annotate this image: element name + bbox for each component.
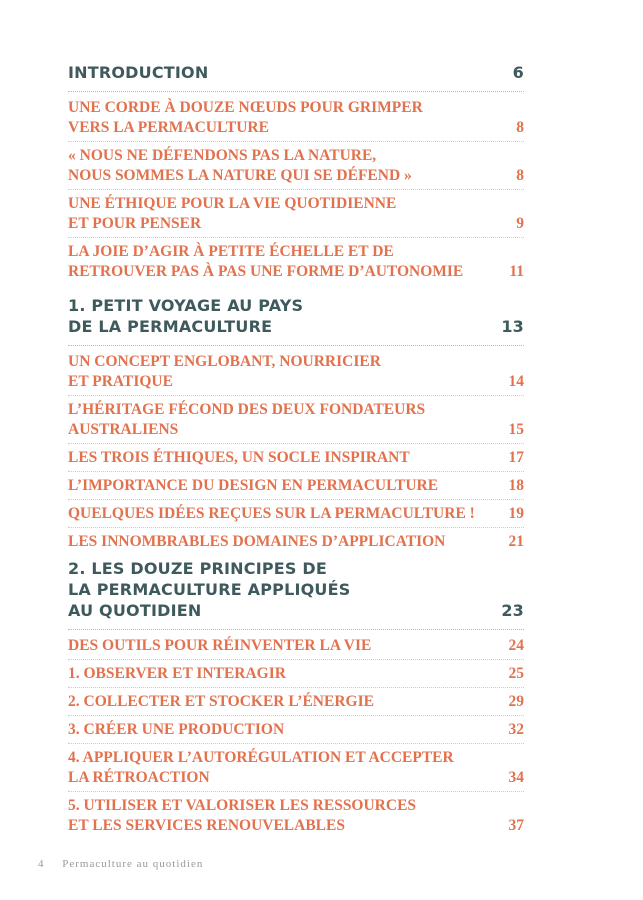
divider	[68, 91, 524, 92]
entry-page: 29	[508, 693, 524, 710]
entry-line: UNE CORDE À DOUZE NŒUDS POUR GRIMPER	[68, 99, 423, 116]
entry-line: LA RÉTROACTION	[68, 769, 210, 786]
toc-entry[interactable]	[68, 636, 524, 656]
entry-page: 24	[508, 637, 524, 654]
page-footer	[38, 858, 203, 870]
footer-running-title: Permaculture au quotidien	[62, 858, 204, 870]
section-heading	[68, 558, 524, 621]
entry-page: 18	[508, 477, 524, 494]
entry-line: 3. CRÉER UNE PRODUCTION	[68, 721, 285, 738]
entry-page: 11	[509, 263, 524, 280]
divider	[68, 629, 524, 630]
section-title-line: AU QUOTIDIEN	[68, 601, 202, 620]
toc-entry[interactable]	[68, 664, 524, 684]
entry-page: 9	[516, 215, 524, 232]
entry-line: QUELQUES IDÉES REÇUES SUR LA PERMACULTURE !	[68, 505, 475, 522]
entry-line: ET POUR PENSER	[68, 215, 202, 232]
toc-entry[interactable]	[68, 194, 524, 234]
divider	[68, 659, 524, 660]
toc-entry[interactable]	[68, 796, 524, 836]
toc-entry[interactable]	[68, 448, 524, 468]
entry-line: AUSTRALIENS	[68, 421, 179, 438]
entry-page: 19	[508, 505, 524, 522]
entry-page: 8	[516, 167, 524, 184]
divider	[68, 471, 524, 472]
toc-section-2	[68, 558, 524, 836]
entry-line: 4. APPLIQUER L’AUTORÉGULATION ET ACCEPTER	[68, 749, 454, 766]
entry-line: LES INNOMBRABLES DOMAINES D’APPLICATION	[68, 533, 446, 550]
section-heading	[68, 295, 524, 337]
entry-line: ET PRATIQUE	[68, 373, 173, 390]
divider	[68, 189, 524, 190]
entry-line: NOUS SOMMES LA NATURE QUI SE DÉFEND »	[68, 167, 412, 184]
entry-line: LA JOIE D’AGIR À PETITE ÉCHELLE ET DE	[68, 243, 394, 260]
toc-entry[interactable]	[68, 476, 524, 496]
entry-line: « NOUS NE DÉFENDONS PAS LA NATURE,	[68, 147, 377, 164]
toc-entry[interactable]	[68, 748, 524, 788]
entry-page: 15	[508, 421, 524, 438]
footer-page-number: 4	[38, 858, 45, 870]
section-page: 13	[501, 317, 524, 336]
divider	[68, 443, 524, 444]
section-title-line: DE LA PERMACULTURE	[68, 317, 273, 336]
section-page: 6	[512, 63, 524, 82]
entry-line: 2. COLLECTER ET STOCKER L’ÉNERGIE	[68, 693, 374, 710]
divider	[68, 791, 524, 792]
toc-section-1	[68, 295, 524, 552]
section-title-line: INTRODUCTION	[68, 63, 209, 82]
entry-line: VERS LA PERMACULTURE	[68, 119, 269, 136]
toc-entry[interactable]	[68, 532, 524, 552]
section-title-line: 1. PETIT VOYAGE AU PAYS	[68, 296, 304, 315]
divider	[68, 141, 524, 142]
divider	[68, 237, 524, 238]
toc-entry[interactable]	[68, 504, 524, 524]
divider	[68, 395, 524, 396]
divider	[68, 499, 524, 500]
divider	[68, 345, 524, 346]
entry-line: RETROUVER PAS À PAS UNE FORME D’AUTONOMIE	[68, 263, 464, 280]
entry-page: 17	[508, 449, 524, 466]
toc-entry[interactable]	[68, 146, 524, 186]
section-title-line: 2. LES DOUZE PRINCIPES DE	[68, 559, 328, 578]
entry-page: 21	[508, 533, 524, 550]
toc-section-introduction	[68, 62, 524, 282]
entry-page: 32	[508, 721, 524, 738]
divider	[68, 527, 524, 528]
entry-page: 8	[516, 119, 524, 136]
entry-page: 34	[508, 769, 524, 786]
toc-entry[interactable]	[68, 98, 524, 138]
divider	[68, 687, 524, 688]
entry-page: 37	[508, 817, 524, 834]
entry-line: L’IMPORTANCE DU DESIGN EN PERMACULTURE	[68, 477, 439, 494]
toc-entry[interactable]	[68, 352, 524, 392]
divider	[68, 743, 524, 744]
section-page: 23	[501, 601, 524, 620]
entry-line: LES TROIS ÉTHIQUES, UN SOCLE INSPIRANT	[68, 449, 410, 466]
section-heading	[68, 62, 524, 83]
entry-page: 14	[508, 373, 524, 390]
toc-entry[interactable]	[68, 400, 524, 440]
entry-line: 1. OBSERVER ET INTERAGIR	[68, 665, 286, 682]
entry-line: UN CONCEPT ENGLOBANT, NOURRICIER	[68, 353, 381, 370]
entry-line: 5. UTILISER ET VALORISER LES RESSOURCES	[68, 797, 417, 814]
section-title-line: LA PERMACULTURE APPLIQUÉS	[68, 580, 351, 599]
entry-line: L’HÉRITAGE FÉCOND DES DEUX FONDATEURS	[68, 401, 426, 418]
entry-line: ET LES SERVICES RENOUVELABLES	[68, 817, 345, 834]
entry-line: DES OUTILS POUR RÉINVENTER LA VIE	[68, 637, 372, 654]
entry-line: UNE ÉTHIQUE POUR LA VIE QUOTIDIENNE	[68, 195, 397, 212]
toc-entry[interactable]	[68, 692, 524, 712]
toc-entry[interactable]	[68, 720, 524, 740]
entry-page: 25	[508, 665, 524, 682]
toc-entry[interactable]	[68, 242, 524, 282]
divider	[68, 715, 524, 716]
